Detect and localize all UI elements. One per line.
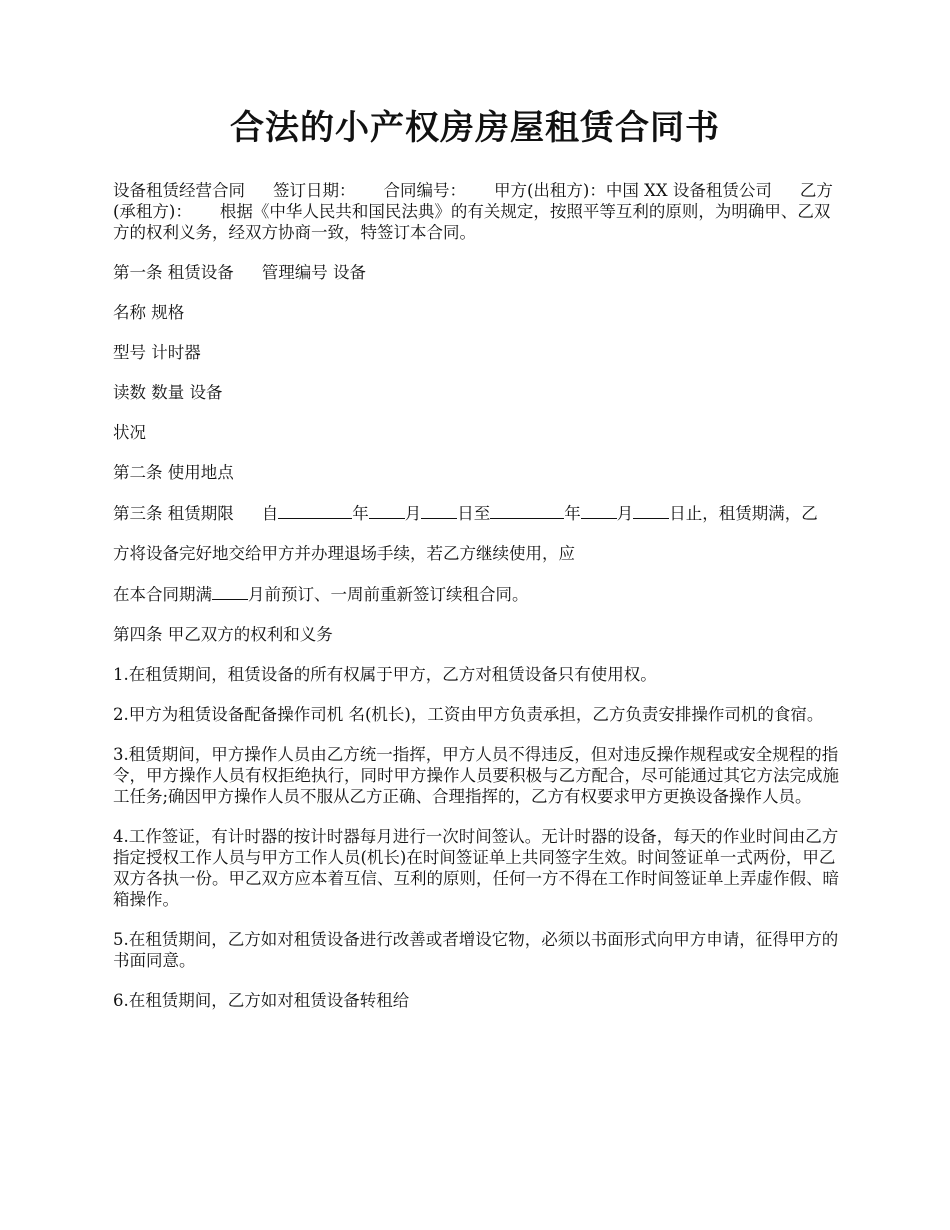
start-year-blank — [278, 502, 352, 519]
intro-party-b: 乙方(承租方)： — [113, 181, 833, 221]
intro-contract-no: 合同编号： — [383, 181, 466, 200]
start-month-blank — [369, 502, 405, 519]
end-year-blank — [490, 502, 564, 519]
article-3-from: 自 — [261, 504, 279, 523]
intro-sign-date: 签订日期： — [273, 181, 356, 200]
article-4-item-1: 1.在租赁期间，租赁设备的所有权属于甲方，乙方对租赁设备只有使用权。 — [113, 665, 657, 684]
intro-contract-type: 设备租赁经营合同 — [113, 181, 245, 200]
article-4-item-3: 3.租赁期间，甲方操作人员由乙方统一指挥，甲方人员不得违反，但对违反操作规程或安全规程的指令，甲方操作人员有权拒绝执行，同时甲方操作人员要积极与乙方配合，尽可能通过其它方法完成施工任务;确因甲方操作人员不服从乙方正确、合理指挥的，乙方有权要求甲方更换设备操作人员。 — [113, 745, 839, 806]
article-1-text: 管理编号 设备 — [261, 263, 366, 282]
article-2: 第二条 使用地点 — [113, 463, 234, 482]
document-title: 合法的小产权房房屋租赁合同书 — [230, 108, 720, 148]
line-reading-qty: 读数 数量 设备 — [113, 383, 223, 402]
article-1-heading: 第一条 租赁设备 — [113, 263, 234, 282]
renewal-before: 在本合同期满 — [113, 585, 212, 604]
line-renewal — [113, 583, 840, 605]
intro-party-a: 甲方(出租方)：中国 XX 设备租赁公司 — [494, 181, 772, 200]
article-3-day-to: 日至 — [457, 504, 491, 523]
end-day-blank — [633, 502, 669, 519]
line-return-equipment: 方将设备完好地交给甲方并办理退场手续，若乙方继续使用，应 — [113, 544, 575, 563]
article-3-year-2: 年 — [564, 504, 581, 523]
document-body — [113, 180, 840, 1030]
article-4-item-5: 5.在租赁期间，乙方如对租赁设备进行改善或者增设它物，必须以书面形式向甲方申请，征得甲方的书面同意。 — [113, 930, 839, 970]
article-4-item-2: 2.甲方为租赁设备配备操作司机 名(机长)，工资由甲方负责承担，乙方负责安排操作司机的食宿。 — [113, 705, 824, 724]
article-3-month-2: 月 — [616, 504, 634, 523]
line-name-spec: 名称 规格 — [113, 303, 185, 322]
end-month-blank — [581, 502, 617, 519]
article-3-day-end: 日止，租赁期满，乙 — [669, 504, 818, 523]
article-3-year-1: 年 — [352, 504, 369, 523]
start-day-blank — [421, 502, 457, 519]
article-4: 第四条 甲乙双方的权利和义务 — [113, 625, 333, 644]
renewal-after: 月前预订、一周前重新签订续租合同。 — [248, 585, 529, 604]
line-model-timer: 型号 计时器 — [113, 343, 201, 362]
intro-preamble: 根据《中华人民共和国民法典》的有关规定，按照平等互利的原则，为明确甲、乙双方的权利义务，经双方协商一致，特签订本合同。 — [113, 202, 831, 242]
article-4-item-4: 4.工作签证，有计时器的按计时器每月进行一次时间签认。无计时器的设备，每天的作业时间由乙方指定授权工作人员与甲方工作人员(机长)在时间签证单上共同签字生效。时间签证单一式两份，甲乙双方各执一份。甲乙双方应本着互信、互利的原则，任何一方不得在工作时间签证单上弄虚作假、暗箱操作。 — [113, 827, 839, 909]
article-1 — [113, 262, 840, 283]
line-status: 状况 — [113, 423, 146, 442]
article-3-heading: 第三条 租赁期限 — [113, 504, 234, 523]
article-3-month-1: 月 — [404, 504, 422, 523]
article-3 — [113, 502, 840, 524]
article-4-item-6: 6.在租赁期间，乙方如对租赁设备转租给 — [113, 991, 410, 1010]
renewal-month-blank — [212, 583, 248, 600]
intro-paragraph — [113, 180, 840, 243]
